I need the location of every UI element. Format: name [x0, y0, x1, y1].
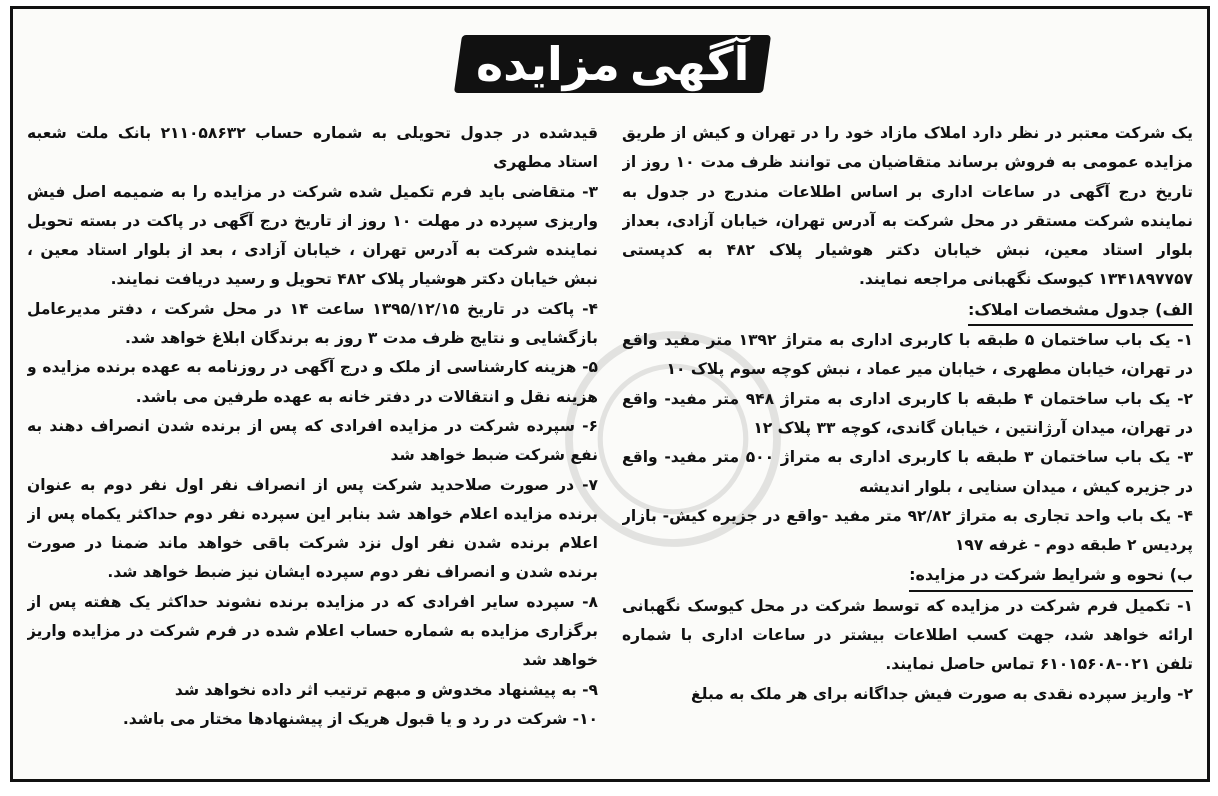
property-item: ۳- یک باب ساختمان ۳ طبقه با کاربری اداری به متراژ ۵۰۰ متر مفید- واقع در جزیره کیش ، میدان سنایی ، بلوار اندیشه: [622, 448, 1193, 496]
condition-item: ۷- در صورت صلاحدید شرکت پس از انصراف نفر اول نفر دوم به عنوان برنده مزایده اعلام خواهد شد بنابر این سپرده نفر دوم حداکثر یکماه پس از اعلام برنده شدن نفر اول نزد شرکت باقی خواهد ماند ضمنا در صورت برنده شدن و انصراف نفر دوم سپرده ایشان نیز ضبط خواهد شد.: [27, 475, 598, 582]
intro-paragraph: یک شرکت معتبر در نظر دارد املاک مازاد خود را در تهران و کیش از طریق مزایده عمومی به فروش برساند متقاضیان می توانند ظرف مدت ۱۰ روز از تاریخ درج آگهی در ساعات اداری بر اساس اطلاعات مندرج در جدول به نماینده شرکت مستقر در محل شرکت به آدرس تهران، خیابان آزادی، بعداز بلوار استاد معین، نبش خیابان دکتر هوشیار پلاک ۴۸۲ به کدپستی ۱۳۴۱۸۹۷۷۵۷ کیوسک نگهبانی مراجعه نمایند.: [622, 124, 1193, 289]
condition-item: ۱۰- شرکت در رد و یا قبول هریک از پیشنهادها مختار می باشد.: [122, 709, 598, 728]
right-column: [622, 119, 1193, 769]
section-a-heading: الف) جدول مشخصات املاک:: [968, 295, 1193, 326]
condition-item: ۶- سپرده شرکت در مزایده افرادی که پس از برنده شدن انصراف دهند به نفع شرکت ضبط خواهد شد: [27, 416, 598, 465]
left-column: [27, 119, 598, 769]
ad-title-part1: آگهی: [630, 37, 750, 91]
advertisement-page: [10, 6, 1210, 782]
condition-item: ۵- هزینه کارشناسی از ملک و درج آگهی در روزنامه به عهده برنده مزایده و هزینه نقل و انتقالات در دفتر خانه به عهده طرفین می باشد.: [27, 358, 598, 406]
condition-item: ۳- متقاضی باید فرم تکمیل شده شرکت در مزایده را به ضمیمه اصل فیش واریزی سپرده در مهلت ۱۰ روز از تاریخ درج آگهی در پاکت در بسته تحویل نماینده شرکت به آدرس تهران ، خیابان آزادی ، بعد از بلوار استاد معین ، نبش خیابان دکتر هوشیار پلاک ۴۸۲ تحویل و رسید دریافت نمایند.: [27, 182, 598, 289]
condition-item: ۸- سپرده سایر افرادی که در مزایده برنده نشوند حداکثر یک هفته پس از برگزاری مزایده به شماره حساب اعلام شده در فرم شرکت در مزایده واریز خواهد شد: [27, 592, 598, 670]
condition-item: ۱- تکمیل فرم شرکت در مزایده که توسط شرکت در محل کیوسک نگهبانی ارائه خواهد شد، جهت کسب اطلاعات بیشتر در ساعات اداری با شماره تلفن ۰۲۱-۶۱۰۱۵۶۰۸ تماس حاصل نمایند.: [622, 596, 1193, 674]
continuation-paragraph: قیدشده در جدول تحویلی به شماره حساب ۲۱۱۰۵۸۶۳۲ بانک ملت شعبه استاد مطهری: [27, 124, 598, 172]
ad-title: [454, 35, 771, 93]
property-item: ۴- یک باب واحد تجاری به متراژ ۹۲/۸۲ متر مفید -واقع در جزیره کیش- بازار پردیس ۲ طبقه دوم - غرفه ۱۹۷: [622, 506, 1193, 555]
ad-header: [433, 19, 793, 109]
section-b-heading: ب) نحوه و شرایط شرکت در مزایده:: [909, 560, 1193, 591]
property-item: ۲- یک باب ساختمان ۴ طبقه با کاربری اداری به متراژ ۹۴۸ متر مفید- واقع در تهران، میدان آرژانتین ، خیابان گاندی، کوچه ۳۳ پلاک ۱۲: [622, 389, 1193, 437]
condition-item: ۹- به پیشنهاد مخدوش و مبهم ترتیب اثر داده نخواهد شد: [174, 680, 598, 699]
condition-item: ۲- واریز سپرده نقدی به صورت فیش جداگانه برای هر ملک به مبلغ: [691, 684, 1193, 703]
ad-title-part2: مزایده: [476, 37, 621, 91]
property-item: ۱- یک باب ساختمان ۵ طبقه با کاربری اداری به متراژ ۱۳۹۲ متر مفید واقع در تهران، خیابان مطهری ، خیابان میر عماد ، نبش کوچه سوم پلاک ۱۰: [622, 331, 1193, 379]
ad-body: [27, 119, 1193, 769]
condition-item: ۴- پاکت در تاریخ ۱۳۹۵/۱۲/۱۵ ساعت ۱۴ در محل شرکت ، دفتر مدیرعامل بازگشایی و نتایج ظرف مدت ۳ روز به برندگان ابلاغ خواهد شد.: [27, 299, 598, 348]
